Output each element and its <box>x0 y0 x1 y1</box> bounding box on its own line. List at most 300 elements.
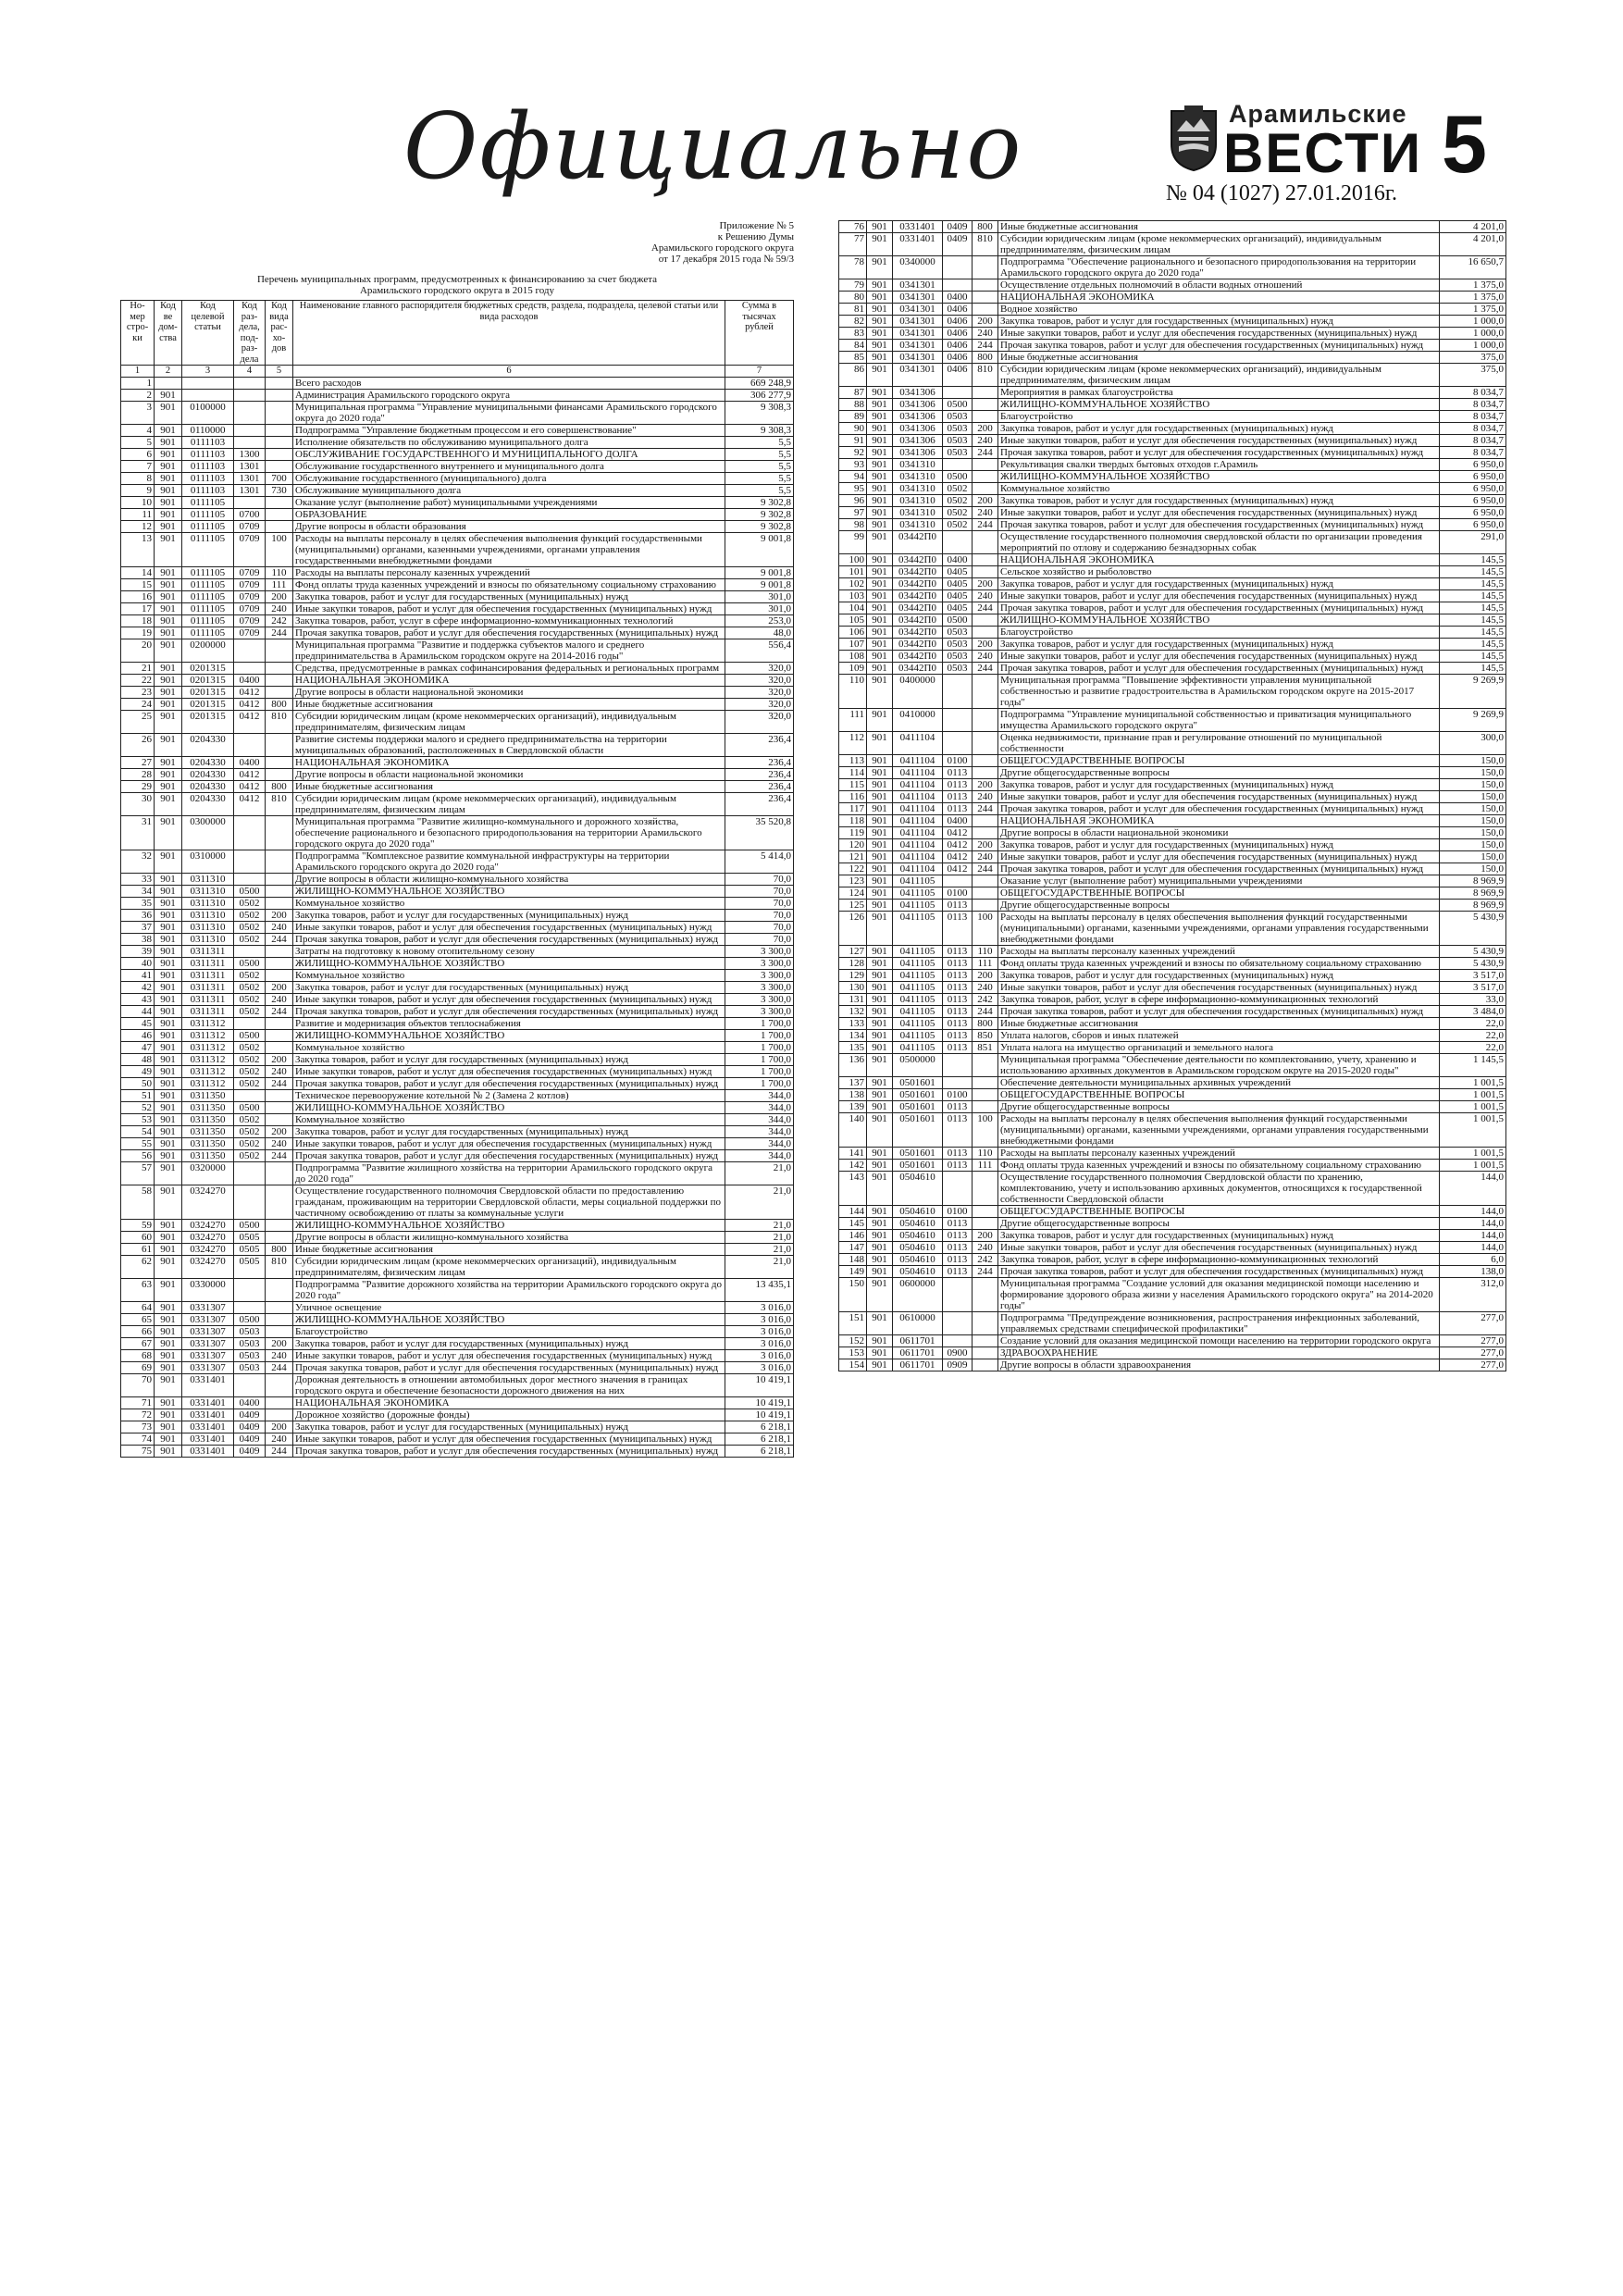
table-row <box>839 566 1506 578</box>
agency-code: 901 <box>867 328 893 340</box>
item-name: Другие вопросы в области национальной экономики <box>998 827 1440 839</box>
item-name: Прочая закупка товаров, работ и услуг для обеспечения государственных (муниципальных) нужд <box>293 1150 725 1162</box>
target-code: 0331307 <box>182 1362 234 1374</box>
row-number: 55 <box>121 1138 155 1150</box>
item-name: Оказание услуг (выполнение работ) муниципальными учреждениями <box>998 875 1440 887</box>
agency-code: 901 <box>867 815 893 827</box>
row-number: 49 <box>121 1066 155 1078</box>
item-sum: 138,0 <box>1440 1266 1506 1278</box>
table-row <box>839 791 1506 803</box>
section-code <box>943 256 973 279</box>
item-sum: 6 218,1 <box>725 1433 794 1446</box>
item-name: Муниципальная программа "Создание условий для оказания медицинской помощи населению и формирование здорового образа жизни у населения Арамильского городского округа" на 2014-2020 годы" <box>998 1278 1440 1312</box>
expense-code: 810 <box>266 1256 293 1279</box>
target-code: 03442П0 <box>893 602 943 614</box>
target-code: 0331401 <box>182 1397 234 1409</box>
item-name: Расходы на выплаты персоналу в целях обеспечения выполнения функций государственными (муниципальными) органами, казенными учреждениями, органами управления государственными внебюджетными фондами <box>998 1113 1440 1148</box>
agency-code: 901 <box>155 769 182 781</box>
row-number: 60 <box>121 1232 155 1244</box>
item-sum: 320,0 <box>725 711 794 734</box>
row-number: 35 <box>121 898 155 910</box>
agency-code: 901 <box>155 687 182 699</box>
row-number: 76 <box>839 221 867 233</box>
agency-code: 901 <box>155 1256 182 1279</box>
row-number: 119 <box>839 827 867 839</box>
row-number: 134 <box>839 1030 867 1042</box>
section-code <box>943 387 973 399</box>
agency-code: 901 <box>867 982 893 994</box>
item-name: Мероприятия в рамках благоустройства <box>998 387 1440 399</box>
item-sum: 556,4 <box>725 639 794 663</box>
item-name: Развитие и модернизация объектов теплоснабжения <box>293 1018 725 1030</box>
target-code: 0310000 <box>182 850 234 874</box>
item-name: Другие общегосударственные вопросы <box>998 767 1440 779</box>
row-number: 151 <box>839 1312 867 1335</box>
item-name: Иные закупки товаров, работ и услуг для обеспечения государственных (муниципальных) нужд <box>998 590 1440 602</box>
table-row <box>839 578 1506 590</box>
target-code: 0504610 <box>893 1242 943 1254</box>
row-number: 81 <box>839 304 867 316</box>
item-sum: 145,5 <box>1440 614 1506 627</box>
item-sum: 3 016,0 <box>725 1338 794 1350</box>
agency-code: 901 <box>867 1172 893 1206</box>
item-sum: 9 302,8 <box>725 509 794 521</box>
table-row <box>839 851 1506 863</box>
table-row <box>839 304 1506 316</box>
target-code: 0100000 <box>182 402 234 425</box>
row-number: 110 <box>839 675 867 709</box>
expense-code: 700 <box>266 473 293 485</box>
row-number: 5 <box>121 437 155 449</box>
item-name: Фонд оплаты труда казенных учреждений и взносы по обязательному социальному страхованию <box>293 579 725 591</box>
item-sum: 8 969,9 <box>1440 875 1506 887</box>
section-code: 0503 <box>234 1326 266 1338</box>
item-name: Подпрограмма "Развитие жилищного хозяйства на территории Арамильского городского округа до 2020 года" <box>293 1162 725 1185</box>
list-title-line: Перечень муниципальных программ, предусмотренных к финансированию за счет бюджета <box>256 274 658 285</box>
row-number: 105 <box>839 614 867 627</box>
row-number: 29 <box>121 781 155 793</box>
col-header-agency-code: Код ве дом-ства <box>155 301 182 366</box>
item-name: Развитие системы поддержки малого и среднего предпринимательства на территории муниципальных образований, расположенных в Свердловской области <box>293 734 725 757</box>
item-name: НАЦИОНАЛЬНАЯ ЭКОНОМИКА <box>998 554 1440 566</box>
row-number: 57 <box>121 1162 155 1185</box>
expense-code <box>973 1312 998 1335</box>
table-row <box>121 390 794 402</box>
row-number: 71 <box>121 1397 155 1409</box>
row-number: 82 <box>839 316 867 328</box>
item-name: ЖИЛИЩНО-КОММУНАЛЬНОЕ ХОЗЯЙСТВО <box>293 1314 725 1326</box>
item-sum: 9 001,8 <box>725 533 794 567</box>
row-number: 80 <box>839 292 867 304</box>
agency-code: 901 <box>155 898 182 910</box>
page-header <box>0 0 1623 222</box>
row-number: 145 <box>839 1218 867 1230</box>
agency-code: 901 <box>867 1218 893 1230</box>
expense-code: 810 <box>973 364 998 387</box>
column-number: 6 <box>293 366 725 378</box>
agency-code: 901 <box>155 816 182 850</box>
section-code <box>943 875 973 887</box>
table-row <box>839 1172 1506 1206</box>
expense-code <box>266 850 293 874</box>
section-code: 0502 <box>234 1054 266 1066</box>
item-name: ОБЩЕГОСУДАРСТВЕННЫЕ ВОПРОСЫ <box>998 887 1440 900</box>
section-code: 0113 <box>943 1148 973 1160</box>
table-row <box>839 1113 1506 1148</box>
expense-code: 240 <box>973 328 998 340</box>
item-sum: 21,0 <box>725 1232 794 1244</box>
section-code: 0412 <box>234 769 266 781</box>
section-code: 0405 <box>943 566 973 578</box>
table-row <box>121 1279 794 1302</box>
target-code: 0611701 <box>893 1335 943 1347</box>
item-sum: 301,0 <box>725 603 794 615</box>
item-sum: 277,0 <box>1440 1312 1506 1335</box>
target-code: 03442П0 <box>893 578 943 590</box>
agency-code: 901 <box>867 1113 893 1148</box>
col-header-expense-code: Код вида рас-хо-дов <box>266 301 293 366</box>
item-name: Иные бюджетные ассигнования <box>293 699 725 711</box>
expense-code: 244 <box>266 1150 293 1162</box>
target-code: 0111103 <box>182 449 234 461</box>
item-sum: 1 000,0 <box>1440 340 1506 352</box>
section-code: 0503 <box>943 663 973 675</box>
expense-code <box>973 531 998 554</box>
column-number: 2 <box>155 366 182 378</box>
expense-code: 244 <box>973 1266 998 1278</box>
row-number: 77 <box>839 233 867 256</box>
row-number: 91 <box>839 435 867 447</box>
section-code: 0503 <box>943 651 973 663</box>
target-code: 0311350 <box>182 1138 234 1150</box>
target-code: 0610000 <box>893 1312 943 1335</box>
expense-code <box>266 1042 293 1054</box>
target-code: 0324270 <box>182 1256 234 1279</box>
target-code: 0111105 <box>182 497 234 509</box>
row-number: 89 <box>839 411 867 423</box>
item-sum: 9 308,3 <box>725 425 794 437</box>
section-code <box>943 531 973 554</box>
row-number: 125 <box>839 900 867 912</box>
expense-code <box>266 1162 293 1185</box>
section-code: 0409 <box>234 1409 266 1421</box>
section-code: 0412 <box>234 711 266 734</box>
row-number: 93 <box>839 459 867 471</box>
section-code: 0709 <box>234 521 266 533</box>
item-sum: 236,4 <box>725 769 794 781</box>
target-code: 0410000 <box>893 709 943 732</box>
target-code: 0320000 <box>182 1162 234 1185</box>
expense-code: 110 <box>266 567 293 579</box>
item-name: Иные закупки товаров, работ и услуг для обеспечения государственных (муниципальных) нужд <box>998 791 1440 803</box>
item-sum: 144,0 <box>1440 1242 1506 1254</box>
row-number: 23 <box>121 687 155 699</box>
agency-code: 901 <box>155 1114 182 1126</box>
row-number: 135 <box>839 1042 867 1054</box>
section-code: 0502 <box>234 1150 266 1162</box>
expense-code: 200 <box>973 1230 998 1242</box>
item-name: Фонд оплаты труда казенных учреждений и взносы по обязательному социальному страхованию <box>998 958 1440 970</box>
item-name: Иные закупки товаров, работ и услуг для обеспечения государственных (муниципальных) нужд <box>998 1242 1440 1254</box>
expense-code: 244 <box>266 1078 293 1090</box>
agency-code: 901 <box>155 437 182 449</box>
expense-code: 100 <box>973 912 998 946</box>
col-header-section-code: Код раз-дела, под-раз-дела <box>234 301 266 366</box>
agency-code: 901 <box>867 827 893 839</box>
item-name: НАЦИОНАЛЬНАЯ ЭКОНОМИКА <box>998 815 1440 827</box>
table-row <box>839 815 1506 827</box>
table-row <box>839 328 1506 340</box>
item-sum: 312,0 <box>1440 1278 1506 1312</box>
agency-code: 901 <box>155 958 182 970</box>
expense-code: 810 <box>266 711 293 734</box>
item-sum: 70,0 <box>725 886 794 898</box>
item-sum: 5,5 <box>725 485 794 497</box>
expense-code: 240 <box>973 651 998 663</box>
table-row <box>121 378 794 390</box>
table-row <box>121 970 794 982</box>
section-code <box>234 639 266 663</box>
item-name: Расходы на выплаты персоналу в целях обеспечения выполнения функций государственными (муниципальными) органами, казенными учреждениями, органами управления государственными внебюджетными фондами <box>998 912 1440 946</box>
section-title: Официально <box>403 94 1023 200</box>
agency-code: 901 <box>155 627 182 639</box>
target-code: 0111103 <box>182 461 234 473</box>
row-number: 131 <box>839 994 867 1006</box>
agency-code: 901 <box>155 461 182 473</box>
table-row <box>121 1446 794 1458</box>
target-code: 0411105 <box>893 994 943 1006</box>
target-code: 0341310 <box>893 471 943 483</box>
item-name: Муниципальная программа "Развитие и поддержка субъектов малого и среднего предпринимательства в Арамильском городском округе на 2014-2016 годы" <box>293 639 725 663</box>
item-sum: 344,0 <box>725 1150 794 1162</box>
row-number: 39 <box>121 946 155 958</box>
expense-code <box>266 816 293 850</box>
column-number: 5 <box>266 366 293 378</box>
section-code: 0400 <box>234 675 266 687</box>
expense-code <box>973 815 998 827</box>
expense-code <box>973 387 998 399</box>
item-sum: 1 001,5 <box>1440 1101 1506 1113</box>
item-sum: 145,5 <box>1440 663 1506 675</box>
section-code: 0113 <box>943 994 973 1006</box>
item-name: Закупка товаров, работ и услуг для государственных (муниципальных) нужд <box>293 1421 725 1433</box>
target-code: 0411104 <box>893 803 943 815</box>
agency-code: 901 <box>155 1446 182 1458</box>
expense-code: 810 <box>973 233 998 256</box>
newspaper-logo <box>1168 100 1422 184</box>
item-sum: 5,5 <box>725 437 794 449</box>
row-number: 142 <box>839 1160 867 1172</box>
item-sum: 344,0 <box>725 1126 794 1138</box>
section-code: 0503 <box>943 627 973 639</box>
agency-code: 901 <box>867 554 893 566</box>
target-code: 0600000 <box>893 1278 943 1312</box>
item-sum: 70,0 <box>725 934 794 946</box>
table-row <box>121 603 794 615</box>
item-name: Закупка товаров, работ и услуг для государственных (муниципальных) нужд <box>998 839 1440 851</box>
agency-code: 901 <box>867 233 893 256</box>
row-number: 108 <box>839 651 867 663</box>
expense-code <box>973 1278 998 1312</box>
target-code: 0331307 <box>182 1326 234 1338</box>
section-code: 0113 <box>943 791 973 803</box>
table-row <box>839 627 1506 639</box>
agency-code: 901 <box>867 767 893 779</box>
table-row <box>839 554 1506 566</box>
expense-code: 240 <box>973 791 998 803</box>
section-code: 0100 <box>943 1206 973 1218</box>
left-column <box>120 220 794 1458</box>
row-number: 50 <box>121 1078 155 1090</box>
section-code: 0500 <box>234 1102 266 1114</box>
item-sum: 6 950,0 <box>1440 483 1506 495</box>
section-code: 0709 <box>234 567 266 579</box>
row-number: 113 <box>839 755 867 767</box>
item-name: Закупка товаров, работ и услуг для государственных (муниципальных) нужд <box>998 639 1440 651</box>
row-number: 22 <box>121 675 155 687</box>
table-row <box>839 279 1506 292</box>
item-name: ОБСЛУЖИВАНИЕ ГОСУДАРСТВЕННОГО И МУНИЦИПАЛЬНОГО ДОЛГА <box>293 449 725 461</box>
table-row <box>121 1244 794 1256</box>
agency-code: 901 <box>155 1314 182 1326</box>
row-number: 4 <box>121 425 155 437</box>
row-number: 140 <box>839 1113 867 1148</box>
item-sum: 1 700,0 <box>725 1054 794 1066</box>
item-name: Прочая закупка товаров, работ и услуг для обеспечения государственных (муниципальных) нужд <box>998 1266 1440 1278</box>
expense-code <box>266 1279 293 1302</box>
agency-code: 901 <box>155 922 182 934</box>
item-sum: 9 302,8 <box>725 497 794 509</box>
item-sum: 1 700,0 <box>725 1042 794 1054</box>
target-code: 0341310 <box>893 495 943 507</box>
item-sum: 306 277,9 <box>725 390 794 402</box>
section-code <box>943 1335 973 1347</box>
item-sum: 320,0 <box>725 699 794 711</box>
item-sum: 5 430,9 <box>1440 946 1506 958</box>
item-sum: 144,0 <box>1440 1206 1506 1218</box>
expense-code <box>973 411 998 423</box>
row-number: 8 <box>121 473 155 485</box>
table-row <box>839 459 1506 471</box>
target-code: 0341310 <box>893 459 943 471</box>
target-code: 0111103 <box>182 473 234 485</box>
item-sum: 3 300,0 <box>725 970 794 982</box>
section-code: 0500 <box>943 399 973 411</box>
item-name: Иные закупки товаров, работ и услуг для обеспечения государственных (муниципальных) нужд <box>998 507 1440 519</box>
logo-top-text: Арамильские <box>1229 100 1407 128</box>
target-code: 0311312 <box>182 1078 234 1090</box>
target-code: 0400000 <box>893 675 943 709</box>
item-sum: 144,0 <box>1440 1218 1506 1230</box>
agency-code: 901 <box>867 1242 893 1254</box>
expense-code: 200 <box>266 1054 293 1066</box>
row-number: 123 <box>839 875 867 887</box>
row-number: 47 <box>121 1042 155 1054</box>
section-code: 0500 <box>943 471 973 483</box>
agency-code: 901 <box>155 793 182 816</box>
section-code: 0503 <box>234 1350 266 1362</box>
agency-code: 901 <box>155 781 182 793</box>
row-number: 27 <box>121 757 155 769</box>
row-number: 31 <box>121 816 155 850</box>
agency-code: 901 <box>867 1278 893 1312</box>
section-code <box>234 816 266 850</box>
item-sum: 150,0 <box>1440 755 1506 767</box>
expense-code <box>973 875 998 887</box>
item-sum: 320,0 <box>725 687 794 699</box>
expense-code: 200 <box>973 578 998 590</box>
target-code: 0341301 <box>893 279 943 292</box>
row-number: 63 <box>121 1279 155 1302</box>
agency-code: 901 <box>867 566 893 578</box>
expense-code <box>973 627 998 639</box>
agency-code: 901 <box>867 1230 893 1242</box>
target-code: 0411104 <box>893 851 943 863</box>
expense-code <box>266 970 293 982</box>
item-name: Иные закупки товаров, работ и услуг для обеспечения государственных (муниципальных) нужд <box>293 1138 725 1150</box>
col-header-name: Наименование главного распорядителя бюджетных средств, раздела, подраздела, целевой статьи или вида расходов <box>293 301 725 366</box>
section-code <box>234 1185 266 1220</box>
target-code: 0331307 <box>182 1314 234 1326</box>
item-name: Субсидии юридическим лицам (кроме некоммерческих организаций), индивидуальным предпринимателям, физическим лицам <box>293 793 725 816</box>
item-sum: 10 419,1 <box>725 1374 794 1397</box>
agency-code: 901 <box>155 390 182 402</box>
table-row <box>839 483 1506 495</box>
table-row <box>121 1326 794 1338</box>
expense-code: 244 <box>266 1446 293 1458</box>
table-row <box>121 793 794 816</box>
row-number: 74 <box>121 1433 155 1446</box>
section-code: 0113 <box>943 970 973 982</box>
table-row <box>121 497 794 509</box>
item-sum: 253,0 <box>725 615 794 627</box>
target-code: 0111105 <box>182 615 234 627</box>
target-code: 0611701 <box>893 1359 943 1371</box>
target-code: 0501601 <box>893 1160 943 1172</box>
section-code <box>234 663 266 675</box>
section-code: 0709 <box>234 579 266 591</box>
section-code: 0100 <box>943 755 973 767</box>
row-number: 61 <box>121 1244 155 1256</box>
expense-code: 850 <box>973 1030 998 1042</box>
target-code: 0111103 <box>182 485 234 497</box>
item-name: Закупка товаров, работ и услуг для государственных (муниципальных) нужд <box>998 970 1440 982</box>
item-sum: 150,0 <box>1440 815 1506 827</box>
item-sum: 344,0 <box>725 1102 794 1114</box>
programs-table-right <box>838 220 1506 1371</box>
expense-code: 244 <box>973 602 998 614</box>
item-sum: 1 001,5 <box>1440 1077 1506 1089</box>
item-name: Муниципальная программа "Развитие жилищно-коммунального и дорожного хозяйства, обеспечение рационального и безопасного природопользования на территории Арамильского городского округа до 2020 года" <box>293 816 725 850</box>
item-name: Благоустройство <box>998 411 1440 423</box>
item-name: ЖИЛИЩНО-КОММУНАЛЬНОЕ ХОЗЯЙСТВО <box>293 1102 725 1114</box>
appendix-line: Арамильского городского округа <box>650 242 794 254</box>
section-code: 0412 <box>943 863 973 875</box>
section-code: 0409 <box>234 1446 266 1458</box>
table-row <box>121 1078 794 1090</box>
target-code: 0311312 <box>182 1066 234 1078</box>
agency-code: 901 <box>155 994 182 1006</box>
item-sum: 22,0 <box>1440 1018 1506 1030</box>
target-code: 0341301 <box>893 292 943 304</box>
item-name: Другие вопросы в области здравоохранения <box>998 1359 1440 1371</box>
item-name: Иные бюджетные ассигнования <box>998 221 1440 233</box>
target-code: 0331401 <box>182 1421 234 1433</box>
target-code: 0411104 <box>893 839 943 851</box>
item-name: Закупка товаров, работ и услуг для государственных (муниципальных) нужд <box>998 1230 1440 1242</box>
expense-code <box>973 767 998 779</box>
row-number: 94 <box>839 471 867 483</box>
